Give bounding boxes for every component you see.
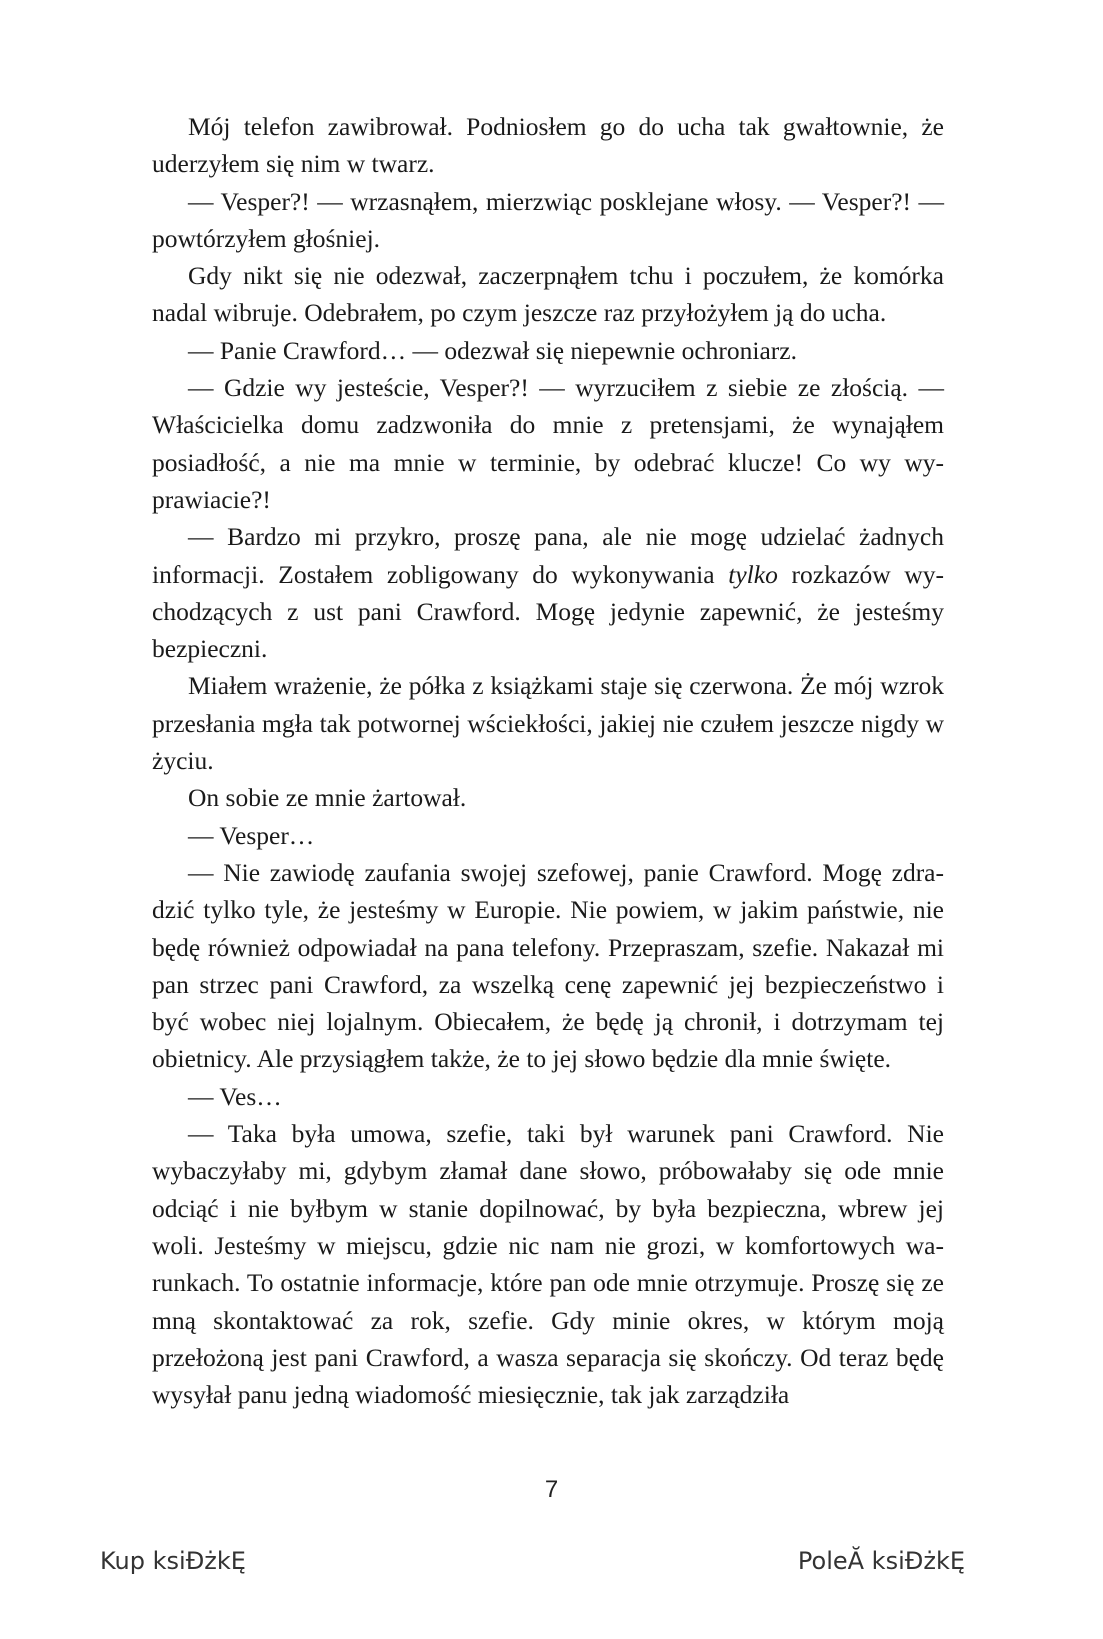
- paragraph: [152, 518, 944, 667]
- body-text: [152, 108, 944, 1413]
- paragraph: Mój telefon zawibrował. Podniosłem go do ucha tak gwałtownie, że uderzyłem się nim w twarz.: [152, 112, 944, 179]
- paragraph: On sobie ze mnie żartował.: [188, 783, 467, 813]
- emphasis-text: tylko: [728, 559, 778, 589]
- paragraph: — Vesper…: [188, 820, 315, 850]
- paragraph: — Vesper?! — wrzasnąłem, mierzwiąc posklejane włosy. — Vesper?! — powtórzyłem głośniej.: [152, 186, 944, 253]
- paragraph-text: rozkazów wychodzących z ust pani Crawford. Mogę jedynie zapewnić, że jesteśmy bezpieczni.: [152, 559, 945, 664]
- paragraph: — Taka była umowa, szefie, taki był warunek pani Crawford. Nie wybaczyłaby mi, gdybym złamał dane słowo, próbowałaby się ode mnie odciąć i nie byłbym w stanie dopilnować, by była bezpieczna, wbrew jej woli. Jesteśmy w miejscu, gdzie nic nam nie grozi, w komfortowych warunkach. To ostatnie informacje, które pan ode mnie otrzymuje. Proszę się ze mną skontaktować za rok, szefie. Gdy minie okres, w którym moją przełożoną jest pani Crawford, a wasza separacja się skończy. Od teraz będę wysyłał panu jedną wiadomość miesięcznie, tak jak zarządziła: [152, 1119, 944, 1410]
- buy-book-link[interactable]: Kup ksiĐżkĘ: [100, 1547, 246, 1575]
- paragraph: Gdy nikt się nie odezwał, zaczerpnąłem tchu i poczułem, że komórka nadal wibruje. Odebrałem, po czym jeszcze raz przyłożyłem ją do ucha.: [152, 261, 944, 328]
- page-number: 7: [544, 1476, 559, 1503]
- paragraph: — Panie Crawford… — odezwał się niepewnie ochroniarz.: [188, 335, 797, 365]
- paragraph: — Ves…: [188, 1081, 282, 1111]
- paragraph: — Gdzie wy jesteście, Vesper?! — wyrzuciłem z siebie ze złością. — Właścicielka domu zadzwoniła do mnie z pretensjami, że wynająłem posiadłość, a nie ma mnie w terminie, by odebrać klucze! Co wy wyprawiacie?!: [152, 373, 944, 514]
- paragraph-text: — Bardzo mi przykro, proszę pana, ale nie mogę udzielać żadnych informacji. Zostałem zobligowany do wykonywania: [152, 522, 944, 589]
- paragraph: Miałem wrażenie, że półka z książkami staje się czerwona. Że mój wzrok przesłania mgła tak potwornej wściekłości, jakiej nie czułem jeszcze nigdy w życiu.: [152, 671, 944, 776]
- recommend-book-link[interactable]: PoleĂ ksiĐżkĘ: [797, 1547, 965, 1575]
- paragraph: — Nie zawiodę zaufania swojej szefowej, panie Crawford. Mogę zdradzić tylko tyle, że jesteśmy w Europie. Nie powiem, w jakim państwie, nie będę również odpowiadał na pana telefony. Przepraszam, szefie. Nakazał mi pan strzec pani Crawford, za wszelką cenę zapewnić jej bezpieczeństwo i być wobec niej lojalnym. Obiecałem, że będę ją chronił, i dotrzymam tej obietnicy. Ale przysiągłem także, że to jej słowo będzie dla mnie święte.: [152, 857, 944, 1074]
